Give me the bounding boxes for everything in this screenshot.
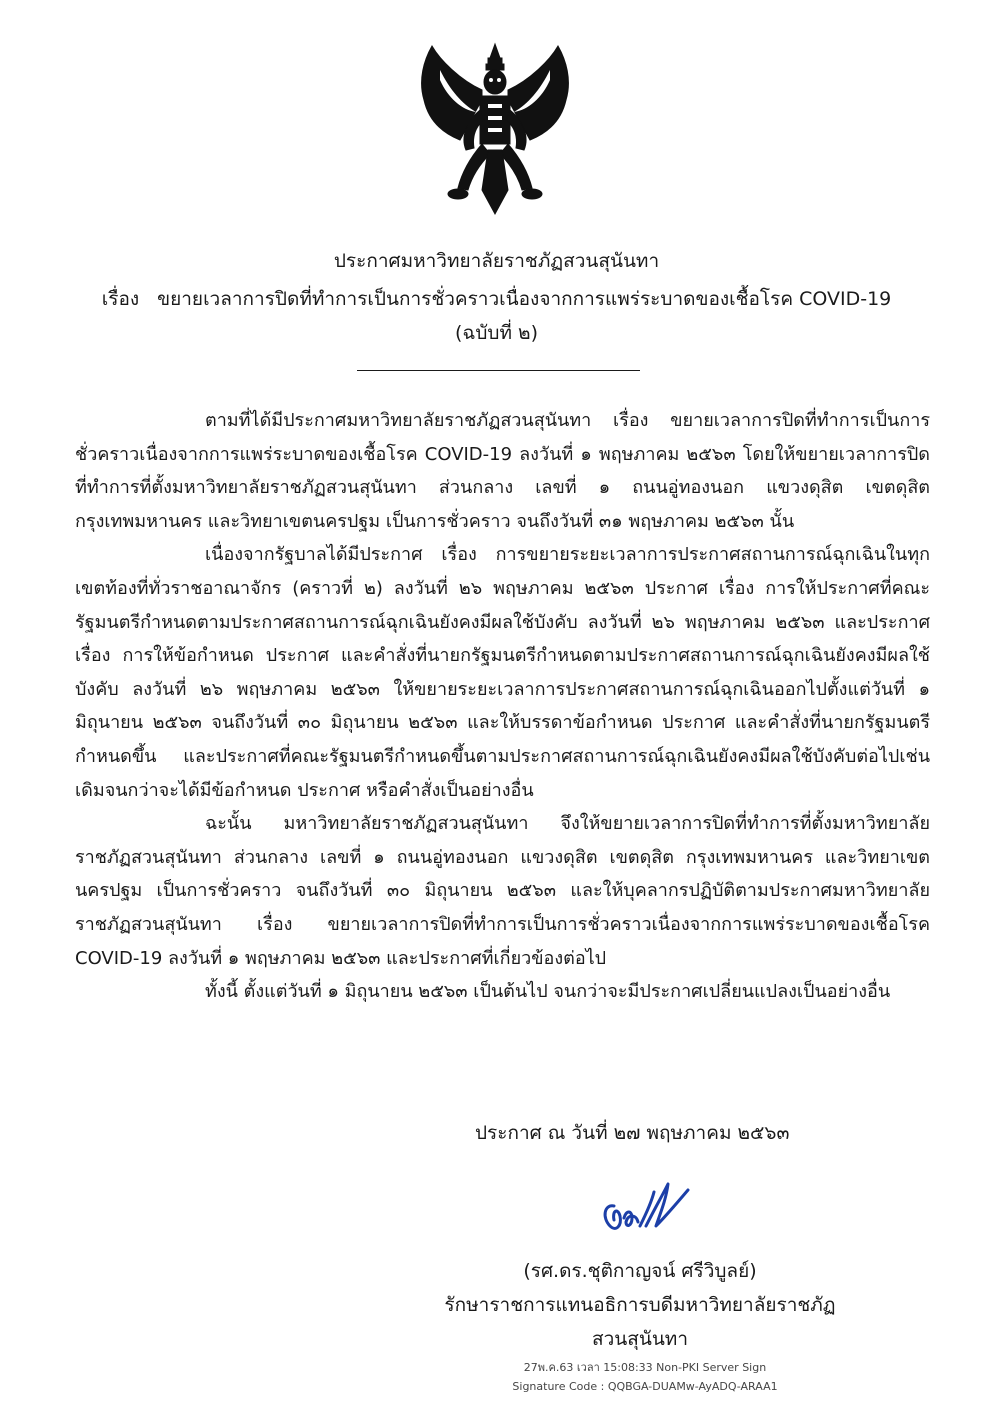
signer-position: รักษาราชการแทนอธิการบดีมหาวิทยาลัยราชภัฏ <box>444 1294 836 1316</box>
announcement-title: ประกาศมหาวิทยาลัยราชภัฏสวนสุนันทา <box>333 250 660 272</box>
announcement-body <box>75 404 930 1009</box>
signer-name: (รศ.ดร.ชุติกาญจน์ ศรีวิบูลย์) <box>523 1260 757 1282</box>
announcement-issue: (ฉบับที่ ๒) <box>455 322 538 344</box>
subject-text: ขยายเวลาการปิดที่ทำการเป็นการชั่วคราวเนื่องจากการแพร่ระบาดของเชื้อโรค COVID-19 <box>157 288 892 310</box>
announcement-date: ประกาศ ณ วันที่ ๒๗ พฤษภาคม ๒๕๖๓ <box>475 1122 790 1144</box>
announcement-subject <box>0 284 993 314</box>
paragraph-2: เนื่องจากรัฐบาลได้มีประกาศ เรื่อง การขยายระยะเวลาการประกาศสถานการณ์ฉุกเฉินในทุกเขตท้องที่ทั่วราชอาณาจักร (คราวที่ ๒) ลงวันที่ ๒๖ พฤษภาคม ๒๕๖๓ ประกาศ เรื่อง การให้ประกาศที่คณะรัฐมนตรีกำหนดตามประกาศสถานการณ์ฉุกเฉินยังคงมีผลใช้บังคับ ลงวันที่ ๒๖ พฤษภาคม ๒๕๖๓ และประกาศ เรื่อง การให้ข้อกำหนด ประกาศ และคำสั่งที่นายกรัฐมนตรีกำหนดตามประกาศสถานการณ์ฉุกเฉินยังคงมีผลใช้บังคับ ลงวันที่ ๒๖ พฤษภาคม ๒๕๖๓ ให้ขยายระยะเวลาการประกาศสถานการณ์ฉุกเฉินออกไปตั้งแต่วันที่ ๑ มิถุนายน ๒๕๖๓ จนถึงวันที่ ๓๐ มิถุนายน ๒๕๖๓ และให้บรรดาข้อกำหนด ประกาศ และคำสั่งที่นายกรัฐมนตรีกำหนดขึ้น และประกาศที่คณะรัฐมนตรีกำหนดขึ้นตามประกาศสถานการณ์ฉุกเฉินยังคงมีผลใช้บังคับต่อไปเช่นเดิมจนกว่าจะได้มีข้อกำหนด ประกาศ หรือคำสั่งเป็นอย่างอื่น <box>75 544 930 801</box>
signer-institution: สวนสุนันทา <box>591 1328 689 1350</box>
title-divider <box>357 370 640 371</box>
paragraph-1: ตามที่ได้มีประกาศมหาวิทยาลัยราชภัฏสวนสุนันทา เรื่อง ขยายเวลาการปิดที่ทำการเป็นการชั่วคราวเนื่องจากการแพร่ระบาดของเชื้อโรค COVID-19 ลงวันที่ ๑ พฤษภาคม ๒๕๖๓ โดยให้ขยายเวลาการปิดที่ทำการที่ตั้งมหาวิทยาลัยราชภัฏสวนสุนันทา ส่วนกลาง เลขที่ ๑ ถนนอู่ทองนอก แขวงดุสิต เขตดุสิต กรุงเทพมหานคร และวิทยาเขตนครปฐม เป็นการชั่วคราว จนถึงวันที่ ๓๑ พฤษภาคม ๒๕๖๓ นั้น <box>75 410 930 532</box>
esign-code: Signature Code : QQBGA-DUAMw-AyADQ-ARAA1 <box>512 1380 778 1393</box>
esign-timestamp: 27พ.ค.63 เวลา 15:08:33 Non-PKI Server Sign <box>523 1361 767 1374</box>
paragraph-4: ทั้งนี้ ตั้งแต่วันที่ ๑ มิถุนายน ๒๕๖๓ เป็นต้นไป จนกว่าจะมีประกาศเปลี่ยนแปลงเป็นอย่างอื่น <box>205 981 891 1003</box>
subject-label: เรื่อง <box>101 288 140 310</box>
garuda-emblem-icon <box>410 40 580 220</box>
paragraph-3: ฉะนั้น มหาวิทยาลัยราชภัฏสวนสุนันทา จึงให้ขยายเวลาการปิดที่ทำการที่ตั้งมหาวิทยาลัยราชภัฏสวนสุนันทา ส่วนกลาง เลขที่ ๑ ถนนอู่ทองนอก แขวงดุสิต เขตดุสิต กรุงเทพมหานคร และวิทยาเขตนครปฐม เป็นการชั่วคราว จนถึงวันที่ ๓๐ มิถุนายน ๒๕๖๓ และให้บุคลากรปฏิบัติตามประกาศมหาวิทยาลัยราชภัฏสวนสุนันทา เรื่อง ขยายเวลาการปิดที่ทำการเป็นการชั่วคราวเนื่องจากการแพร่ระบาดของเชื้อโรค COVID-19 ลงวันที่ ๑ พฤษภาคม ๒๕๖๓ และประกาศที่เกี่ยวข้องต่อไป <box>75 813 930 969</box>
handwritten-signature-icon <box>596 1170 706 1250</box>
